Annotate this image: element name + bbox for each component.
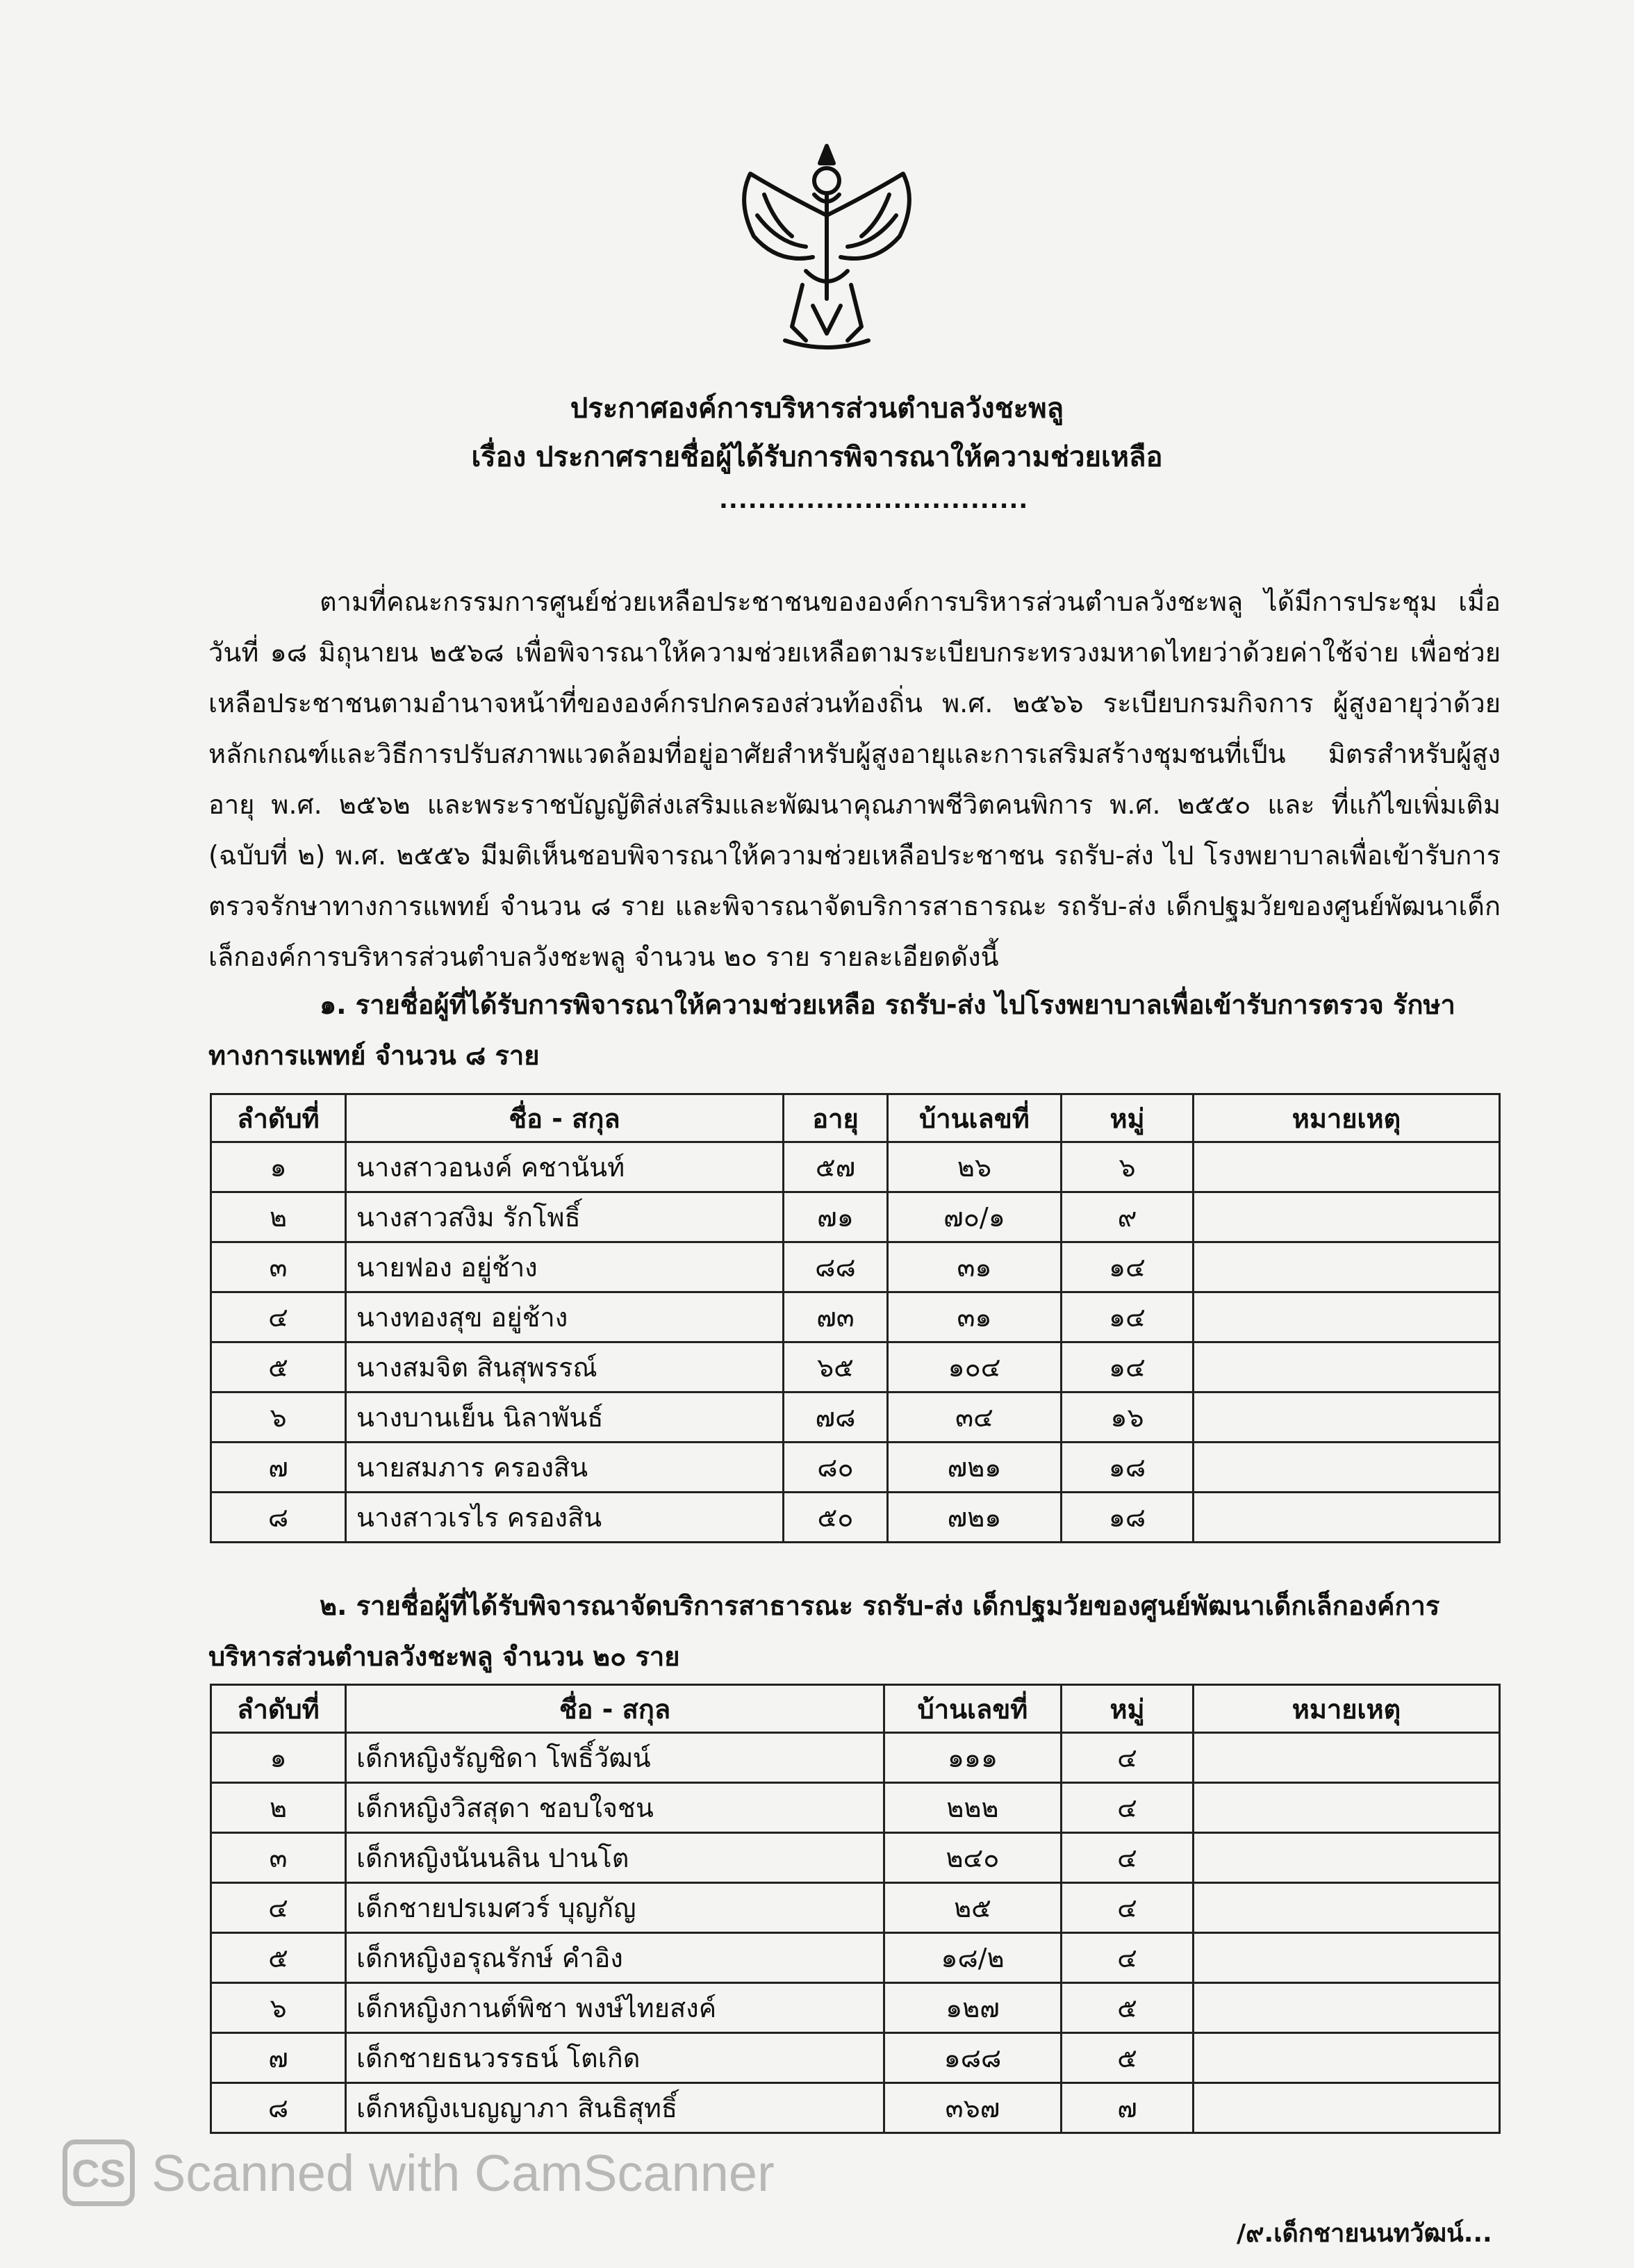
row-number: ๘: [211, 1493, 346, 1543]
full-name: นางบานเย็น นิลาพันธ์: [346, 1392, 784, 1443]
table-row: [211, 2083, 1500, 2133]
full-name: นายสมภาร ครองสิน: [346, 1443, 784, 1493]
remarks: [1194, 1443, 1500, 1493]
full-name: นายฟอง อยู่ช้าง: [346, 1242, 784, 1292]
house-number: ๗๒๑: [888, 1443, 1062, 1493]
row-number: ๗: [211, 2033, 346, 2083]
row-number: ๕: [211, 1933, 346, 1983]
table-row: [211, 1392, 1500, 1443]
village-number: ๗: [1062, 2083, 1194, 2133]
child-transport-table: [210, 1684, 1501, 2134]
section-2-heading: ๒. รายชื่อผู้ที่ได้รับพิจารณาจัดบริการสาธารณะ รถรับ-ส่ง เด็กปฐมวัยของศูนย์พัฒนาเด็กเล็กองค์การ บริหารส่วนตำบลวังชะพลู จำนวน ๒๐ ราย: [208, 1591, 1440, 1672]
full-name: เด็กหญิงกานต์พิชา พงษ์ไทยสงค์: [346, 1983, 884, 2033]
village-number: ๑๔: [1062, 1292, 1194, 1342]
age: ๗๑: [784, 1192, 888, 1242]
village-number: ๕: [1062, 2033, 1194, 2083]
house-number: ๓๑: [888, 1292, 1062, 1342]
column-header: อายุ: [784, 1094, 888, 1142]
remarks: [1194, 1733, 1500, 1783]
house-number: ๗๒๑: [888, 1493, 1062, 1543]
table-row: [211, 1192, 1500, 1242]
remarks: [1194, 1242, 1500, 1292]
row-number: ๕: [211, 1342, 346, 1392]
age: ๘๐: [784, 1443, 888, 1493]
village-number: ๑๘: [1062, 1493, 1194, 1543]
remarks: [1194, 1142, 1500, 1192]
column-header: ชื่อ - สกุล: [346, 1094, 784, 1142]
row-number: ๒: [211, 1783, 346, 1833]
column-header: ลำดับที่: [211, 1685, 346, 1733]
table-row: [211, 1242, 1500, 1292]
column-header: ลำดับที่: [211, 1094, 346, 1142]
row-number: ๓: [211, 1242, 346, 1292]
camscanner-logo-icon: CS: [63, 2139, 135, 2206]
table-row: [211, 1783, 1500, 1833]
row-number: ๒: [211, 1192, 346, 1242]
village-number: ๙: [1062, 1192, 1194, 1242]
remarks: [1194, 1493, 1500, 1543]
row-number: ๖: [211, 1392, 346, 1443]
age: ๕๗: [784, 1142, 888, 1192]
remarks: [1194, 1192, 1500, 1242]
village-number: ๑๔: [1062, 1242, 1194, 1292]
remarks: [1194, 1783, 1500, 1833]
table-header-row: [211, 1685, 1500, 1733]
village-number: ๔: [1062, 1933, 1194, 1983]
table-row: [211, 1733, 1500, 1783]
table-row: [211, 1833, 1500, 1883]
village-number: ๑๔: [1062, 1342, 1194, 1392]
full-name: นางสาวเรไร ครองสิน: [346, 1493, 784, 1543]
row-number: ๔: [211, 1292, 346, 1342]
remarks: [1194, 1933, 1500, 1983]
remarks: [1194, 2033, 1500, 2083]
column-header: ชื่อ - สกุล: [346, 1685, 884, 1733]
table-header-row: [211, 1094, 1500, 1142]
announcement-title: ประกาศองค์การบริหารส่วนตำบลวังชะพลู: [570, 393, 1064, 425]
house-number: ๒๖: [888, 1142, 1062, 1192]
full-name: นางสาวอนงค์ คชานันท์: [346, 1142, 784, 1192]
full-name: นางสาวสงิม รักโพธิ์: [346, 1192, 784, 1242]
age: ๗๓: [784, 1292, 888, 1342]
table-row: [211, 1883, 1500, 1933]
row-number: ๑: [211, 1733, 346, 1783]
garuda-emblem-icon: [723, 132, 931, 361]
table-row: [211, 1292, 1500, 1342]
house-number: ๑๘๘: [884, 2033, 1062, 2083]
full-name: เด็กหญิงอรุณรักษ์ คำอิง: [346, 1933, 884, 1983]
full-name: นางทองสุข อยู่ช้าง: [346, 1292, 784, 1342]
watermark-text: Scanned with CamScanner: [151, 2144, 775, 2202]
row-number: ๑: [211, 1142, 346, 1192]
remarks: [1194, 1292, 1500, 1342]
house-number: ๑๒๗: [884, 1983, 1062, 2033]
table-row: [211, 1493, 1500, 1543]
announcement-subject: เรื่อง ประกาศรายชื่อผู้ได้รับการพิจารณาให้ความช่วยเหลือ: [471, 441, 1163, 473]
row-number: ๘: [211, 2083, 346, 2133]
house-number: ๒๒๒: [884, 1783, 1062, 1833]
column-header: หมายเหตุ: [1194, 1094, 1500, 1142]
announcement-body: ตามที่คณะกรรมการศูนย์ช่วยเหลือประชาชนขององค์การบริหารส่วนตำบลวังชะพลู ได้มีการประชุม เมื่อวันที่ ๑๘ มิถุนายน ๒๕๖๘ เพื่อพิจารณาให้ความช่วยเหลือตามระเบียบกระทรวงมหาดไทยว่าด้วยค่าใช้จ่าย เพื่อช่วยเหลือประชาชนตามอำนาจหน้าที่ขององค์กรปกครองส่วนท้องถิ่น พ.ศ. ๒๕๖๖ ระเบียบกรมกิจการ ผู้สูงอายุว่าด้วยหลักเกณฑ์และวิธีการปรับสภาพแวดล้อมที่อยู่อาศัยสำหรับผู้สูงอายุและการเสริมสร้างชุมชนที่เป็น มิตรสำหรับผู้สูงอายุ พ.ศ. ๒๕๖๒ และพระราชบัญญัติส่งเสริมและพัฒนาคุณภาพชีวิตคนพิการ พ.ศ. ๒๕๕๐ และ ที่แก้ไขเพิ่มเติม (ฉบับที่ ๒) พ.ศ. ๒๕๕๖ มีมติเห็นชอบพิจารณาให้ความช่วยเหลือประชาชน รถรับ-ส่ง ไป โรงพยาบาลเพื่อเข้ารับการตรวจรักษาทางการแพทย์ จำนวน ๘ ราย และพิจารณาจัดบริการสาธารณะ รถรับ-ส่ง เด็กปฐมวัยของศูนย์พัฒนาเด็กเล็กองค์การบริหารส่วนตำบลวังชะพลู จำนวน ๒๐ ราย รายละเอียดดังนี้: [208, 586, 1501, 972]
table-row: [211, 1933, 1500, 1983]
full-name: เด็กหญิงนันนลิน ปานโต: [346, 1833, 884, 1883]
house-number: ๓๖๗: [884, 2083, 1062, 2133]
age: ๗๘: [784, 1392, 888, 1443]
village-number: ๔: [1062, 1783, 1194, 1833]
house-number: ๓๑: [888, 1242, 1062, 1292]
house-number: ๒๕: [884, 1883, 1062, 1933]
village-number: ๔: [1062, 1883, 1194, 1933]
remarks: [1194, 2083, 1500, 2133]
full-name: เด็กชายธนวรรธน์ โตเกิด: [346, 2033, 884, 2083]
column-header: บ้านเลขที่: [884, 1685, 1062, 1733]
age: ๘๘: [784, 1242, 888, 1292]
age: ๕๐: [784, 1493, 888, 1543]
remarks: [1194, 1392, 1500, 1443]
village-number: ๔: [1062, 1733, 1194, 1783]
column-header: หมู่: [1062, 1094, 1194, 1142]
full-name: เด็กชายปรเมศวร์ บุญกัญ: [346, 1883, 884, 1933]
remarks: [1194, 1883, 1500, 1933]
column-header: หมายเหตุ: [1194, 1685, 1500, 1733]
house-number: ๒๔๐: [884, 1833, 1062, 1883]
table-row: [211, 1142, 1500, 1192]
remarks: [1194, 1983, 1500, 2033]
full-name: เด็กหญิงวิสสุดา ชอบใจชน: [346, 1783, 884, 1833]
full-name: นางสมจิต สินสุพรรณ์: [346, 1342, 784, 1392]
column-header: บ้านเลขที่: [888, 1094, 1062, 1142]
remarks: [1194, 1833, 1500, 1883]
full-name: เด็กหญิงเบญญาภา สินธิสุทธิ์: [346, 2083, 884, 2133]
table-row: [211, 1983, 1500, 2033]
full-name: เด็กหญิงรัญชิดา โพธิ์วัฒน์: [346, 1733, 884, 1783]
village-number: ๔: [1062, 1833, 1194, 1883]
row-number: ๗: [211, 1443, 346, 1493]
house-number: ๑๘/๒: [884, 1933, 1062, 1983]
house-number: ๑๐๔: [888, 1342, 1062, 1392]
table-row: [211, 1443, 1500, 1493]
remarks: [1194, 1342, 1500, 1392]
row-number: ๓: [211, 1833, 346, 1883]
table-row: [211, 2033, 1500, 2083]
village-number: ๑๘: [1062, 1443, 1194, 1493]
house-number: ๑๑๑: [884, 1733, 1062, 1783]
section-1-heading: ๑. รายชื่อผู้ที่ได้รับการพิจารณาให้ความช่วยเหลือ รถรับ-ส่ง ไปโรงพยาบาลเพื่อเข้ารับการตรวจ รักษาทางการแพทย์ จำนวน ๘ ราย: [208, 989, 1455, 1071]
row-number: ๔: [211, 1883, 346, 1933]
house-number: ๓๔: [888, 1392, 1062, 1443]
village-number: ๕: [1062, 1983, 1194, 2033]
village-number: ๑๖: [1062, 1392, 1194, 1443]
dotted-separator: ................................: [719, 486, 1029, 514]
age: ๖๕: [784, 1342, 888, 1392]
hospital-transport-table: [210, 1093, 1501, 1543]
table-row: [211, 1342, 1500, 1392]
village-number: ๖: [1062, 1142, 1194, 1192]
continuation-note: /๙.เด็กชายนนทวัฒน์...: [1237, 2219, 1492, 2248]
camscanner-watermark: [63, 2135, 775, 2211]
column-header: หมู่: [1062, 1685, 1194, 1733]
row-number: ๖: [211, 1983, 346, 2033]
house-number: ๗๐/๑: [888, 1192, 1062, 1242]
